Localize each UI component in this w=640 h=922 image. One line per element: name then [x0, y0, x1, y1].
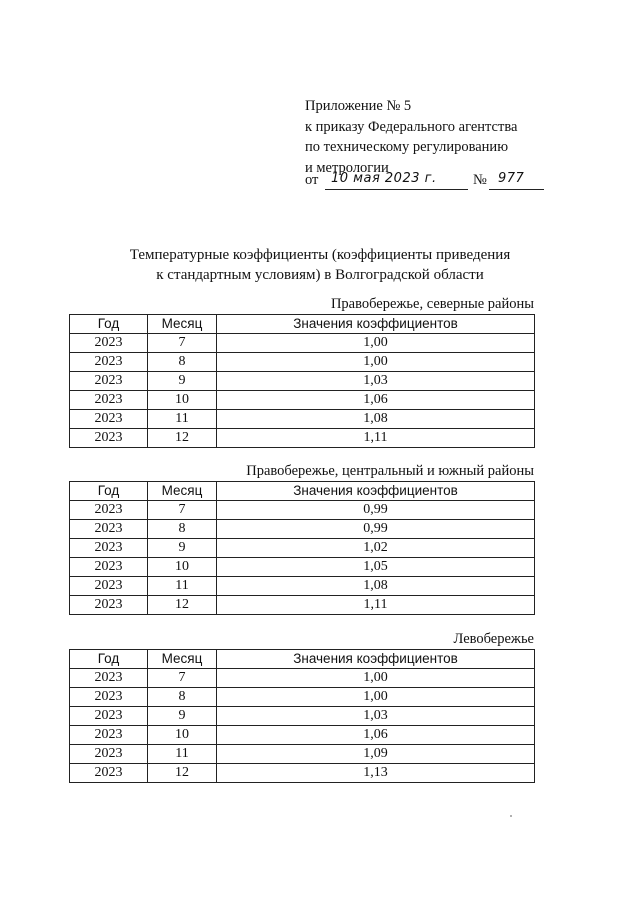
cell-month: 8 [148, 688, 217, 707]
header-value: Значения коэффициентов [217, 315, 535, 334]
number-prefix: № [473, 172, 487, 188]
document-title [90, 245, 550, 285]
cell-year: 2023 [70, 334, 148, 353]
cell-month: 10 [148, 558, 217, 577]
cell-month: 9 [148, 372, 217, 391]
table-row [70, 429, 535, 448]
table-header-row [70, 315, 535, 334]
table-header-row [70, 482, 535, 501]
appendix-line-3: по техническому регулированию [305, 139, 509, 155]
cell-value: 1,00 [217, 669, 535, 688]
cell-month: 11 [148, 745, 217, 764]
table-row [70, 501, 535, 520]
cell-month: 11 [148, 410, 217, 429]
cell-month: 7 [148, 334, 217, 353]
cell-value: 1,06 [217, 391, 535, 410]
cell-value: 1,03 [217, 707, 535, 726]
cell-month: 12 [148, 764, 217, 783]
cell-year: 2023 [70, 520, 148, 539]
cell-month: 10 [148, 726, 217, 745]
cell-year: 2023 [70, 429, 148, 448]
header-year: Год [70, 315, 148, 334]
table-row [70, 726, 535, 745]
cell-value: 1,02 [217, 539, 535, 558]
cell-month: 8 [148, 353, 217, 372]
cell-year: 2023 [70, 707, 148, 726]
cell-value: 1,08 [217, 577, 535, 596]
coefficients-table-left-bank [69, 649, 535, 783]
number-underline [489, 189, 544, 190]
table-row [70, 577, 535, 596]
table-row [70, 707, 535, 726]
header-year: Год [70, 650, 148, 669]
cell-year: 2023 [70, 558, 148, 577]
cell-year: 2023 [70, 372, 148, 391]
handwritten-number: 977 [498, 171, 525, 186]
cell-value: 1,09 [217, 745, 535, 764]
cell-year: 2023 [70, 353, 148, 372]
header-month: Месяц [148, 482, 217, 501]
cell-year: 2023 [70, 391, 148, 410]
cell-year: 2023 [70, 745, 148, 764]
header-value: Значения коэффициентов [217, 650, 535, 669]
cell-value: 1,00 [217, 334, 535, 353]
cell-year: 2023 [70, 764, 148, 783]
table-header-row [70, 650, 535, 669]
region-label-left-bank: Левобережье [453, 631, 534, 647]
appendix-line-4: и метрологии [305, 159, 389, 176]
table-row [70, 410, 535, 429]
table-row [70, 596, 535, 615]
cell-value: 1,00 [217, 353, 535, 372]
cell-year: 2023 [70, 596, 148, 615]
scan-speck [510, 815, 512, 817]
cell-value: 1,11 [217, 596, 535, 615]
cell-year: 2023 [70, 410, 148, 429]
region-label-central-south: Правобережье, центральный и южный районы [246, 463, 534, 479]
order-date-number-line [305, 172, 555, 192]
table-row [70, 764, 535, 783]
cell-month: 9 [148, 707, 217, 726]
cell-value: 0,99 [217, 520, 535, 539]
appendix-line-2: к приказу Федерального агентства [305, 118, 518, 135]
cell-month: 9 [148, 539, 217, 558]
cell-year: 2023 [70, 688, 148, 707]
table-row [70, 558, 535, 577]
cell-month: 11 [148, 577, 217, 596]
table-row [70, 353, 535, 372]
cell-month: 10 [148, 391, 217, 410]
cell-year: 2023 [70, 501, 148, 520]
cell-month: 8 [148, 520, 217, 539]
table-row [70, 745, 535, 764]
cell-value: 1,06 [217, 726, 535, 745]
region-label-north: Правобережье, северные районы [330, 296, 534, 312]
cell-year: 2023 [70, 726, 148, 745]
handwritten-date: 10 мая 2023 г. [331, 171, 437, 186]
cell-year: 2023 [70, 539, 148, 558]
title-line-1: Температурные коэффициенты (коэффициенты приведения [129, 247, 511, 263]
table-row [70, 372, 535, 391]
cell-value: 1,00 [217, 688, 535, 707]
header-year: Год [70, 482, 148, 501]
header-value: Значения коэффициентов [217, 482, 535, 501]
appendix-line-1: Приложение № 5 [305, 98, 412, 114]
table-row [70, 334, 535, 353]
cell-month: 7 [148, 669, 217, 688]
table-row [70, 539, 535, 558]
table-row [70, 391, 535, 410]
coefficients-table-central-south [69, 481, 535, 615]
table-row [70, 669, 535, 688]
cell-month: 12 [148, 596, 217, 615]
cell-value: 1,08 [217, 410, 535, 429]
table-row [70, 688, 535, 707]
appendix-block [305, 96, 555, 178]
cell-value: 1,13 [217, 764, 535, 783]
cell-month: 7 [148, 501, 217, 520]
coefficients-table-north [69, 314, 535, 448]
cell-value: 1,03 [217, 372, 535, 391]
cell-year: 2023 [70, 577, 148, 596]
cell-year: 2023 [70, 669, 148, 688]
table-row [70, 520, 535, 539]
title-line-2: к стандартным условиям) в Волгоградской области [156, 267, 484, 283]
cell-value: 0,99 [217, 501, 535, 520]
cell-value: 1,11 [217, 429, 535, 448]
date-underline [325, 189, 468, 190]
date-prefix: от [305, 172, 319, 188]
cell-value: 1,05 [217, 558, 535, 577]
header-month: Месяц [148, 650, 217, 669]
header-month: Месяц [148, 315, 217, 334]
cell-month: 12 [148, 429, 217, 448]
